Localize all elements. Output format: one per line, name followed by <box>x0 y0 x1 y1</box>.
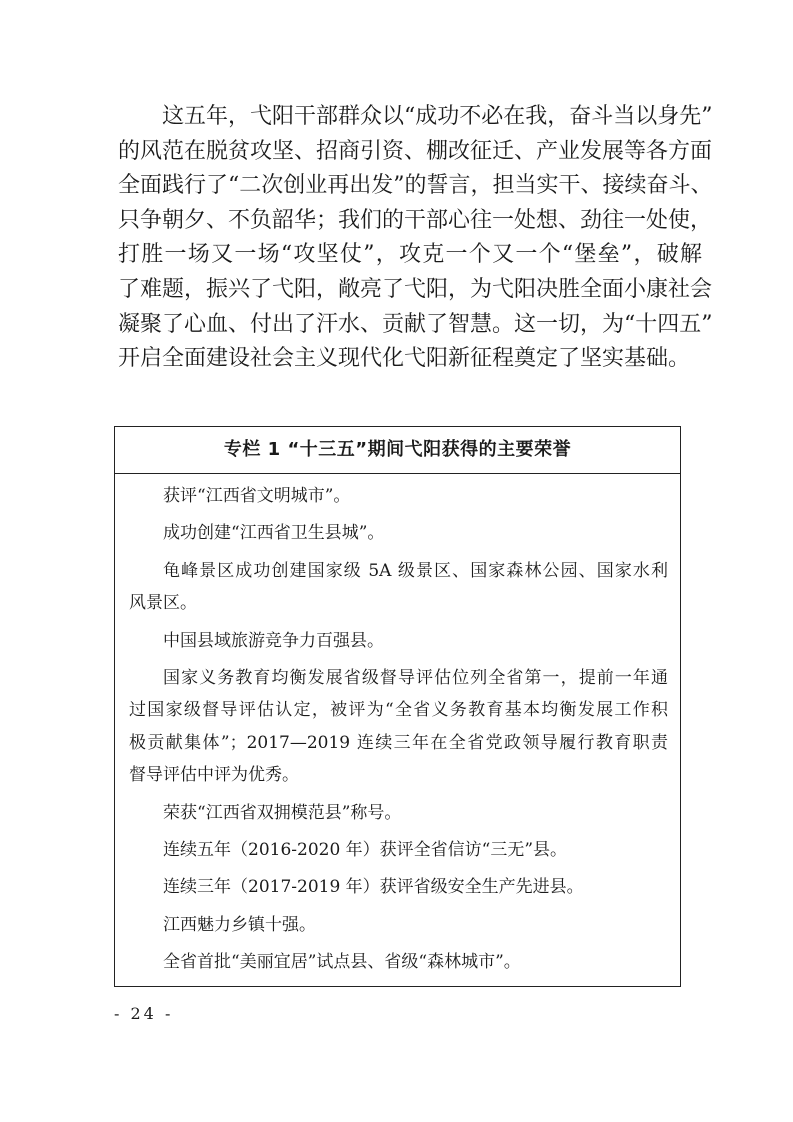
honor-item-line: 极贡献集体”；2017—2019 连续三年在全省党政领导履行教育职责 <box>129 732 668 753</box>
honor-item <box>129 797 668 829</box>
honor-item-line: 龟峰景区成功创建国家级 5A 级景区、国家森林公园、国家水利 <box>163 560 668 581</box>
honors-box <box>114 426 681 987</box>
honor-item-line: 过国家级督导评估认定，被评为“全省义务教育基本均衡发展工作积 <box>129 700 668 721</box>
honor-item <box>129 555 668 620</box>
intro-line: 开启全面建设社会主义现代化弋阳新征程奠定了坚实基础。 <box>118 346 691 372</box>
honor-item <box>129 834 668 866</box>
honor-item <box>129 871 668 903</box>
honor-item <box>129 909 668 941</box>
honor-item-line: 获评“江西省文明城市”。 <box>163 486 351 506</box>
intro-line: 凝聚了心血、付出了汗水、贡献了智慧。这一切，为“十四五” <box>118 311 713 337</box>
honor-item-line: 国家义务教育均衡发展省级督导评估位列全省第一，提前一年通 <box>163 667 668 688</box>
honor-item-line: 成功创建“江西省卫生县城”。 <box>163 523 385 544</box>
honor-item-line: 督导评估中评为优秀。 <box>129 765 299 786</box>
honor-item <box>129 480 668 512</box>
honors-box-title: 专栏 1 “十三五”期间弋阳获得的主要荣誉 <box>115 427 680 474</box>
honor-item-line: 全省首批“美丽宜居”试点县、省级“森林城市”。 <box>163 952 521 973</box>
honor-item <box>129 662 668 792</box>
intro-paragraph <box>118 100 713 377</box>
intro-line: 了难题，振兴了弋阳，敞亮了弋阳，为弋阳决胜全面小康社会 <box>118 276 713 302</box>
intro-line: 这五年，弋阳干部群众以“成功不必在我，奋斗当以身先” <box>162 104 713 129</box>
intro-line: 打胜一场又一场“攻坚仗”，攻克一个又一个“堡垒”，破解 <box>118 242 702 268</box>
honor-item-line: 荣获“江西省双拥模范县”称号。 <box>163 802 402 823</box>
page-number: - 24 - <box>114 1004 174 1023</box>
honor-item-line: 中国县域旅游竞争力百强县。 <box>163 630 384 651</box>
honor-item-line: 风景区。 <box>129 593 197 614</box>
honor-item-line: 连续三年（2017-2019 年）获评省级安全生产先进县。 <box>163 877 584 898</box>
honor-item <box>129 946 668 978</box>
intro-line: 的风范在脱贫攻坚、招商引资、棚改征迁、产业发展等各方面 <box>118 138 713 164</box>
honor-item <box>129 625 668 657</box>
honors-list <box>115 474 680 978</box>
honor-item-line: 连续五年（2016-2020 年）获评全省信访“三无”县。 <box>163 839 568 860</box>
honor-item <box>129 517 668 549</box>
honor-item-line: 江西魅力乡镇十强。 <box>163 914 316 935</box>
intro-line: 只争朝夕、不负韶华；我们的干部心往一处想、劲往一处使， <box>118 207 713 233</box>
intro-line: 全面践行了“二次创业再出发”的誓言，担当实干、接续奋斗、 <box>118 173 713 199</box>
